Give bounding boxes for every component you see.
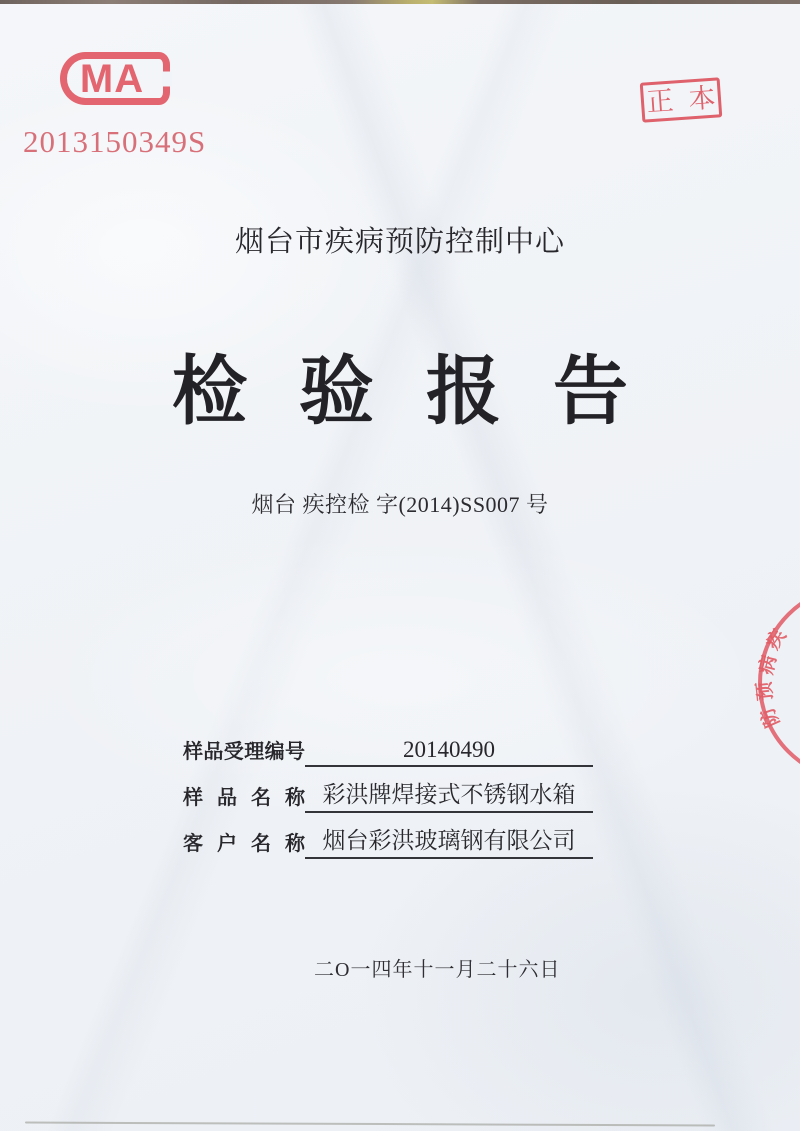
document-number: 烟台 疾控检 字(2014)SS007 号 bbox=[251, 492, 549, 517]
field-row-sample-id bbox=[183, 723, 593, 767]
client-name-value: 烟台彩洪玻璃钢有限公司 bbox=[305, 822, 593, 859]
cma-serial-number: 2013150349S bbox=[23, 124, 207, 159]
field-row-client-name bbox=[183, 815, 593, 859]
round-seal-char: 病 bbox=[756, 653, 782, 677]
form-fields bbox=[183, 723, 593, 861]
cma-stamp-opening bbox=[162, 71, 172, 86]
original-copy-stamp bbox=[640, 77, 732, 122]
sample-id-label: 样品受理编号 bbox=[183, 741, 305, 763]
round-seal-char: 疾 bbox=[762, 625, 791, 654]
round-seal-char: 防 bbox=[757, 704, 785, 731]
client-name-label: 客户名称 bbox=[183, 833, 305, 855]
organization-name: 烟台市疾病预防控制中心 bbox=[234, 226, 565, 258]
round-seal-char: 预 bbox=[754, 680, 777, 702]
sample-name-label: 样品名称 bbox=[183, 787, 305, 809]
sample-id-value: 20140490 bbox=[305, 737, 593, 767]
sample-name-value: 彩洪牌焊接式不锈钢水箱 bbox=[305, 776, 593, 813]
original-copy-stamp-text: 正本 bbox=[645, 81, 732, 117]
cma-stamp-letters: MA bbox=[79, 56, 145, 101]
report-date: 二O一四年十一月二十六日 bbox=[314, 959, 561, 981]
cma-accreditation-stamp bbox=[60, 52, 170, 105]
scan-top-edge bbox=[0, 0, 800, 4]
report-title-text: 检验报告 bbox=[171, 351, 680, 434]
cma-stamp-outline bbox=[60, 52, 170, 105]
scan-bottom-edge bbox=[25, 1121, 715, 1126]
field-row-sample-name bbox=[183, 769, 593, 813]
report-title bbox=[0, 352, 800, 435]
